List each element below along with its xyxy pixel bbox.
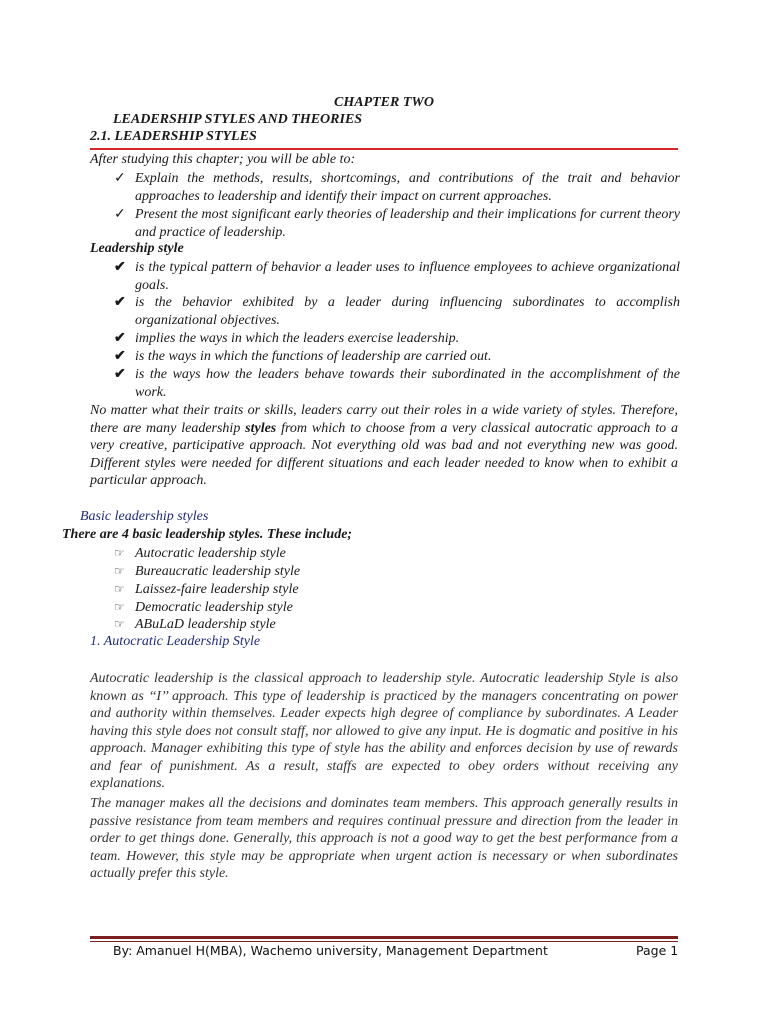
- definition-item: ✔ is the ways how the leaders behave towards their subordinated in the accomplishment of the work.: [114, 367, 680, 400]
- definition-item: ✔ is the ways in which the functions of leadership are carried out.: [114, 349, 492, 364]
- pointing-hand-icon: ☞: [114, 600, 125, 614]
- objectives-intro: After studying this chapter; you will be able to:: [90, 152, 356, 167]
- checkmark-icon: ✓: [114, 207, 126, 222]
- page-number: Page 1: [636, 943, 679, 958]
- pointing-hand-icon: ☞: [114, 582, 125, 596]
- autocratic-heading: 1. Autocratic Leadership Style: [90, 634, 261, 649]
- styles-paragraph: No matter what their traits or skills, leaders carry out their roles in a wide variety of styles. Therefore, there are many leadership styles from which to choose from a very classical autocratic approach to a very creative, participative approach. Not everything old was bad and not everything new was good. Different styles were needed for different situations and each leader needed to know when to exhibit a particular approach.: [90, 403, 678, 488]
- objective-item: ✓ Explain the methods, results, shortcomings, and contributions of the trait and behavior approaches to leadership and identify their impact on current approaches.: [114, 171, 680, 204]
- style-list-item: ☞ Laissez-faire leadership style: [114, 582, 299, 597]
- footer-rule-thick: [90, 936, 678, 939]
- style-list-item: ☞ Bureaucratic leadership style: [114, 564, 301, 579]
- chapter-title: LEADERSHIP STYLES AND THEORIES: [113, 112, 363, 127]
- footer-rule-thin: [90, 941, 678, 942]
- style-list-item: ☞ ABuLaD leadership style: [114, 617, 276, 632]
- checkmark-icon: ✔: [114, 295, 126, 310]
- autocratic-paragraph-2: The manager makes all the decisions and dominates team members. This approach generally results in passive resistance from team members and requires continual pressure and direction from the leader in order to get things done. Generally, this approach is not a good way to get the best performance from a team. However, this style may be appropriate when urgent action is necessary or when subordinates actually prefer this style.: [90, 796, 678, 881]
- checkmark-icon: ✔: [114, 349, 126, 364]
- checkmark-icon: ✔: [114, 331, 126, 346]
- leadership-style-heading: Leadership style: [90, 241, 184, 256]
- basic-styles-intro: There are 4 basic leadership styles. These include;: [62, 527, 353, 542]
- checkmark-icon: ✔: [114, 367, 126, 382]
- chapter-label: CHAPTER TWO: [334, 95, 434, 110]
- pointing-hand-icon: ☞: [114, 564, 125, 578]
- objective-item: ✓ Present the most significant early theories of leadership and their implications for current theory and practice of leadership.: [114, 207, 680, 240]
- basic-styles-heading: Basic leadership styles: [80, 509, 209, 524]
- definition-item: ✔ is the behavior exhibited by a leader during influencing subordinates to accomplish organizational objectives.: [114, 295, 680, 328]
- checkmark-icon: ✓: [114, 171, 126, 186]
- autocratic-paragraph-1: Autocratic leadership is the classical approach to leadership style. Autocratic leadership Style is also known as ‘‘I’’ approach. This type of leadership is practiced by the managers concentrating on power and authority within themselves. Leader expects high degree of compliance by subordinates. A Leader having this style does not consult staff, nor allowed to give any input. He is dogmatic and positive in his approach. Manager exhibiting this type of style has the ability and enforces decision by use of rewards and fear of punishment. As a result, staffs are expected to obey orders without receiving any explanations.: [90, 671, 678, 791]
- definition-item: ✔ is the typical pattern of behavior a leader uses to influence employees to achieve organizational goals.: [114, 260, 680, 293]
- section-heading: 2.1. LEADERSHIP STYLES: [90, 129, 257, 144]
- pointing-hand-icon: ☞: [114, 546, 125, 560]
- checkmark-icon: ✔: [114, 260, 126, 275]
- definition-item: ✔ implies the ways in which the leaders exercise leadership.: [114, 331, 460, 346]
- styles-bold-word: styles: [245, 420, 277, 436]
- style-list-item: ☞ Autocratic leadership style: [114, 546, 286, 561]
- footer-author: By: Amanuel H(MBA), Wachemo university, Management Department: [113, 943, 548, 958]
- pointing-hand-icon: ☞: [114, 617, 125, 631]
- style-list-item: ☞ Democratic leadership style: [114, 600, 293, 615]
- section-rule: [90, 148, 678, 150]
